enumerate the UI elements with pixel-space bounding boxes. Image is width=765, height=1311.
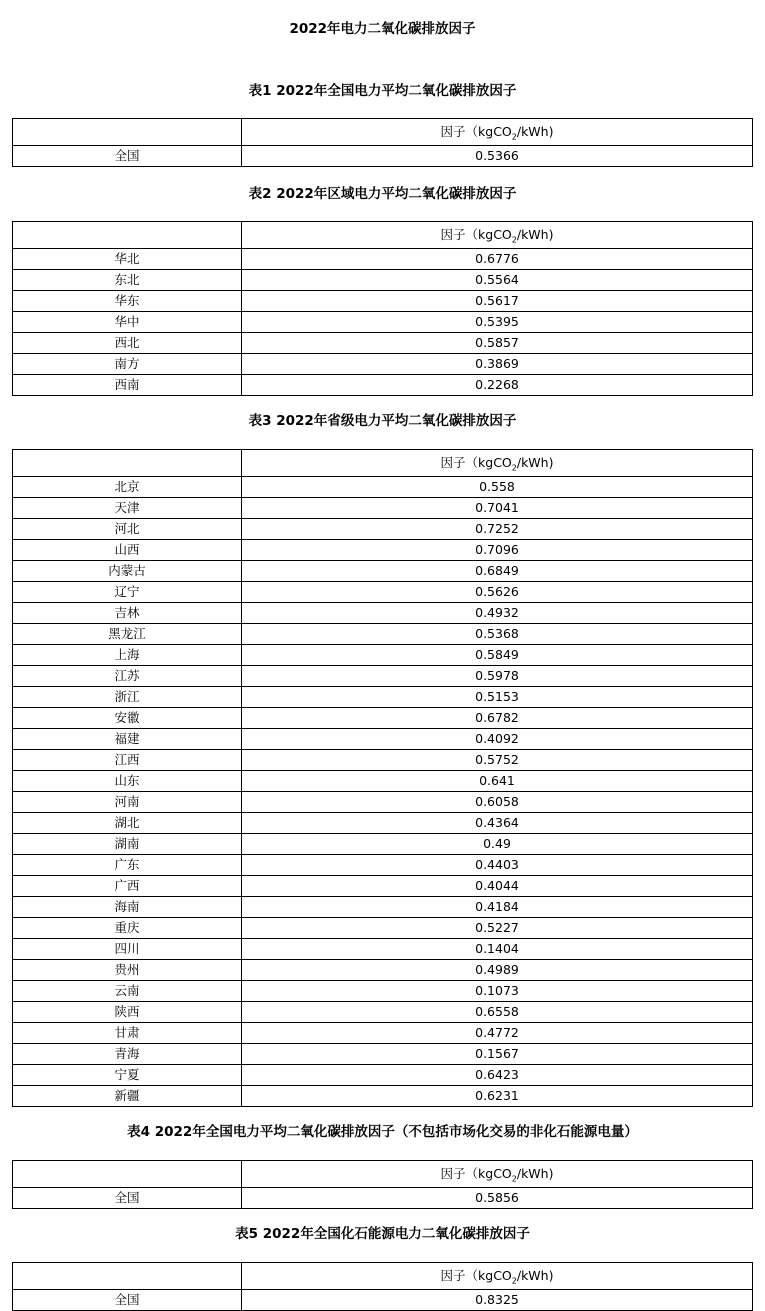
region-cell: 宁夏 <box>13 1065 242 1086</box>
table-row <box>13 813 753 834</box>
table5-title: 表5 2022年全国化石能源电力二氧化碳排放因子 <box>235 1226 530 1242</box>
factor-value-cell: 0.5564 <box>242 270 753 291</box>
table-row <box>13 146 753 167</box>
table-row <box>13 1002 753 1023</box>
region-cell: 全国 <box>13 1188 242 1209</box>
region-cell: 辽宁 <box>13 582 242 603</box>
table-row <box>13 582 753 603</box>
table2-title: 表2 2022年区域电力平均二氧化碳排放因子 <box>248 186 517 202</box>
factor-value-cell: 0.6231 <box>242 1086 753 1107</box>
table-row <box>13 1023 753 1044</box>
region-cell: 天津 <box>13 498 242 519</box>
table-header-row <box>13 450 753 477</box>
region-cell: 东北 <box>13 270 242 291</box>
table-row <box>13 939 753 960</box>
factor-value-cell: 0.1073 <box>242 981 753 1002</box>
factor-value-cell: 0.641 <box>242 771 753 792</box>
region-cell: 云南 <box>13 981 242 1002</box>
factor-value-cell: 0.4044 <box>242 876 753 897</box>
factor-value-cell: 0.7041 <box>242 498 753 519</box>
table-row <box>13 312 753 333</box>
factor-value-cell: 0.558 <box>242 477 753 498</box>
table4-title: 表4 2022年全国电力平均二氧化碳排放因子（不包括市场化交易的非化石能源电量） <box>127 1124 638 1140</box>
table3-title: 表3 2022年省级电力平均二氧化碳排放因子 <box>248 413 517 429</box>
table-row <box>13 645 753 666</box>
factor-header-suffix: /kWh) <box>516 1166 554 1181</box>
factor-value-cell: 0.6782 <box>242 708 753 729</box>
table-row <box>13 1188 753 1209</box>
table-row <box>13 792 753 813</box>
factor-header-suffix: /kWh) <box>516 124 554 139</box>
header-factor-cell <box>242 1161 753 1188</box>
factor-header-prefix: 因子（kgCO <box>440 227 512 242</box>
region-cell: 华北 <box>13 249 242 270</box>
region-cell: 贵州 <box>13 960 242 981</box>
table-row <box>13 960 753 981</box>
table2 <box>12 221 753 396</box>
table-row <box>13 897 753 918</box>
factor-value-cell: 0.5849 <box>242 645 753 666</box>
table-header-row <box>13 1161 753 1188</box>
region-cell: 湖南 <box>13 834 242 855</box>
region-cell: 福建 <box>13 729 242 750</box>
region-cell: 河北 <box>13 519 242 540</box>
region-cell: 华中 <box>13 312 242 333</box>
table-row <box>13 498 753 519</box>
table-row <box>13 375 753 396</box>
region-cell: 河南 <box>13 792 242 813</box>
factor-header-subscript: 2 <box>511 463 517 473</box>
factor-value-cell: 0.6423 <box>242 1065 753 1086</box>
table4 <box>12 1160 753 1209</box>
factor-value-cell: 0.6058 <box>242 792 753 813</box>
table-row <box>13 771 753 792</box>
page-title: 2022年电力二氧化碳排放因子 <box>289 21 476 37</box>
region-cell: 吉林 <box>13 603 242 624</box>
table-row <box>13 354 753 375</box>
factor-header-subscript: 2 <box>511 132 517 142</box>
region-cell: 北京 <box>13 477 242 498</box>
factor-value-cell: 0.5617 <box>242 291 753 312</box>
factor-header-subscript: 2 <box>511 235 517 245</box>
factor-header-subscript: 2 <box>511 1174 517 1184</box>
region-cell: 四川 <box>13 939 242 960</box>
header-factor-cell <box>242 1263 753 1290</box>
region-cell: 新疆 <box>13 1086 242 1107</box>
factor-value-cell: 0.5227 <box>242 918 753 939</box>
factor-header-prefix: 因子（kgCO <box>440 124 512 139</box>
table-row <box>13 1290 753 1311</box>
table-row <box>13 270 753 291</box>
region-cell: 广东 <box>13 855 242 876</box>
table-row <box>13 729 753 750</box>
region-cell: 甘肃 <box>13 1023 242 1044</box>
factor-value-cell: 0.5978 <box>242 666 753 687</box>
table-row <box>13 666 753 687</box>
region-cell: 海南 <box>13 897 242 918</box>
factor-value-cell: 0.4092 <box>242 729 753 750</box>
table5 <box>12 1262 753 1311</box>
table-row <box>13 249 753 270</box>
region-cell: 江西 <box>13 750 242 771</box>
region-cell: 陕西 <box>13 1002 242 1023</box>
region-cell: 上海 <box>13 645 242 666</box>
table-row <box>13 1086 753 1107</box>
factor-header-prefix: 因子（kgCO <box>440 1268 512 1283</box>
factor-value-cell: 0.4184 <box>242 897 753 918</box>
factor-value-cell: 0.4989 <box>242 960 753 981</box>
factor-value-cell: 0.5368 <box>242 624 753 645</box>
region-cell: 西南 <box>13 375 242 396</box>
factor-value-cell: 0.6849 <box>242 561 753 582</box>
header-region-cell <box>13 450 242 477</box>
region-cell: 安徽 <box>13 708 242 729</box>
table-row <box>13 918 753 939</box>
factor-value-cell: 0.5857 <box>242 333 753 354</box>
region-cell: 山东 <box>13 771 242 792</box>
table-row <box>13 981 753 1002</box>
factor-value-cell: 0.3869 <box>242 354 753 375</box>
factor-value-cell: 0.5153 <box>242 687 753 708</box>
factor-value-cell: 0.7252 <box>242 519 753 540</box>
region-cell: 江苏 <box>13 666 242 687</box>
region-cell: 南方 <box>13 354 242 375</box>
table-row <box>13 855 753 876</box>
factor-value-cell: 0.4364 <box>242 813 753 834</box>
table-row <box>13 624 753 645</box>
factor-value-cell: 0.6558 <box>242 1002 753 1023</box>
region-cell: 全国 <box>13 1290 242 1311</box>
factor-value-cell: 0.5395 <box>242 312 753 333</box>
factor-value-cell: 0.6776 <box>242 249 753 270</box>
region-cell: 华东 <box>13 291 242 312</box>
table3 <box>12 449 753 1107</box>
region-cell: 西北 <box>13 333 242 354</box>
header-region-cell <box>13 119 242 146</box>
table-row <box>13 1065 753 1086</box>
region-cell: 黑龙江 <box>13 624 242 645</box>
factor-header-suffix: /kWh) <box>516 455 554 470</box>
table-row <box>13 333 753 354</box>
table1 <box>12 118 753 167</box>
table-row <box>13 291 753 312</box>
factor-value-cell: 0.5752 <box>242 750 753 771</box>
table-row <box>13 519 753 540</box>
table-row <box>13 876 753 897</box>
header-region-cell <box>13 222 242 249</box>
factor-value-cell: 0.5626 <box>242 582 753 603</box>
factor-value-cell: 0.7096 <box>242 540 753 561</box>
factor-value-cell: 0.2268 <box>242 375 753 396</box>
factor-value-cell: 0.1567 <box>242 1044 753 1065</box>
factor-header-prefix: 因子（kgCO <box>440 1166 512 1181</box>
factor-value-cell: 0.4772 <box>242 1023 753 1044</box>
region-cell: 浙江 <box>13 687 242 708</box>
table-row <box>13 1044 753 1065</box>
factor-value-cell: 0.49 <box>242 834 753 855</box>
region-cell: 青海 <box>13 1044 242 1065</box>
table-header-row <box>13 1263 753 1290</box>
table-row <box>13 750 753 771</box>
factor-value-cell: 0.5366 <box>242 146 753 167</box>
region-cell: 重庆 <box>13 918 242 939</box>
header-region-cell <box>13 1161 242 1188</box>
table-row <box>13 477 753 498</box>
header-region-cell <box>13 1263 242 1290</box>
factor-header-subscript: 2 <box>511 1276 517 1286</box>
table-row <box>13 540 753 561</box>
table-header-row <box>13 222 753 249</box>
table-row <box>13 561 753 582</box>
header-factor-cell <box>242 450 753 477</box>
factor-header-suffix: /kWh) <box>516 1268 554 1283</box>
factor-header-suffix: /kWh) <box>516 227 554 242</box>
factor-value-cell: 0.1404 <box>242 939 753 960</box>
table-row <box>13 687 753 708</box>
factor-header-prefix: 因子（kgCO <box>440 455 512 470</box>
region-cell: 全国 <box>13 146 242 167</box>
factor-value-cell: 0.4403 <box>242 855 753 876</box>
header-factor-cell <box>242 119 753 146</box>
factor-value-cell: 0.8325 <box>242 1290 753 1311</box>
table-row <box>13 603 753 624</box>
table-header-row <box>13 119 753 146</box>
table-row <box>13 708 753 729</box>
header-factor-cell <box>242 222 753 249</box>
factor-value-cell: 0.5856 <box>242 1188 753 1209</box>
region-cell: 山西 <box>13 540 242 561</box>
table1-title: 表1 2022年全国电力平均二氧化碳排放因子 <box>248 83 517 99</box>
table-row <box>13 834 753 855</box>
region-cell: 湖北 <box>13 813 242 834</box>
region-cell: 广西 <box>13 876 242 897</box>
region-cell: 内蒙古 <box>13 561 242 582</box>
factor-value-cell: 0.4932 <box>242 603 753 624</box>
